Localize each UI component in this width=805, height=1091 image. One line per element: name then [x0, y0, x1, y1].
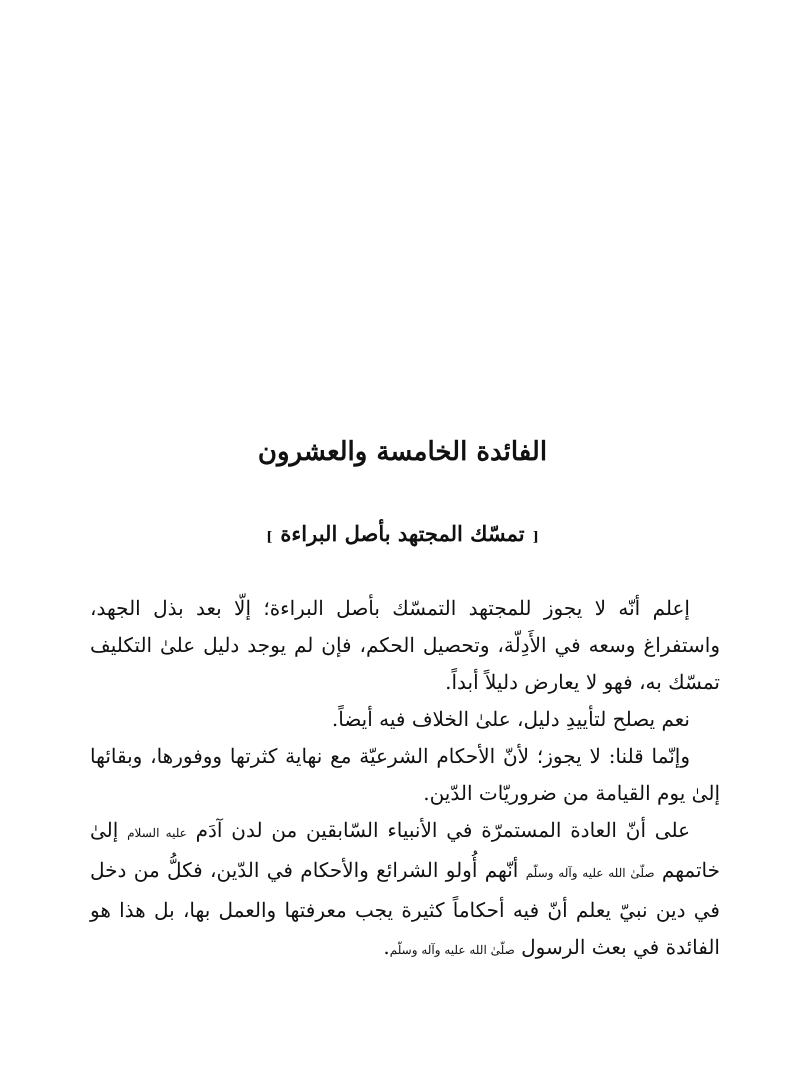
paragraph-4-part-b: إلىٰ خاتمهم: [90, 818, 721, 882]
subtitle-bracket-close: ]: [266, 530, 273, 545]
honorific-alayhi-salam: عليه السلام: [127, 826, 187, 840]
body-text: [90, 590, 720, 969]
paragraph-4-part-c: أنّهم أُولو الشرائع والأحكام في الدّين، فكلُّ من دخل في دين نبيّ يعلم أنّ فيه أحكاماً كثيرة يجب معرفتها والعمل بها، بل هذا هو الفائدة في بعث الرسول: [90, 858, 720, 959]
paragraph-2: نعم يصلح لتأييدِ دليل، علىٰ الخلاف فيه أيضاً.: [331, 707, 690, 731]
subtitle-text: تمسّك المجتهد بأصل البراءة: [280, 521, 525, 546]
paragraph-1: إعلم أنّه لا يجوز للمجتهد التمسّك بأصل البراءة؛ إلّا بعد بذل الجهد، واستفراغ وسعه في الأَدِلّة، وتحصيل الحكم، فإن لم يوجد دليل علىٰ التكليف تمسّك به، فهو لا يعارض دليلاً أبداً.: [90, 596, 720, 694]
paragraph-4: [90, 812, 720, 969]
paragraph-4-part-a: على أنّ العادة المستمرّة في الأنبياء السّابقين من لدن آدَم: [195, 818, 691, 842]
honorific-salawat-1: صلّىٰ الله عليه وآله وسلّم: [525, 866, 655, 880]
subtitle-bracket-open: [: [532, 530, 539, 545]
paragraph-3: وإنّما قلنا: لا يجوز؛ لأنّ الأحكام الشرعيّة مع نهاية كثرتها ووفورها، وبقائها إلىٰ يوم القيامة من ضروريّات الدّين.: [90, 744, 720, 805]
paragraph-4-end: .: [383, 935, 390, 959]
section-subtitle: [0, 516, 805, 556]
honorific-salawat-2: صلّىٰ الله عليه وآله وسلّم: [389, 943, 515, 957]
section-title: الفائدة الخامسة والعشرون: [257, 437, 548, 467]
